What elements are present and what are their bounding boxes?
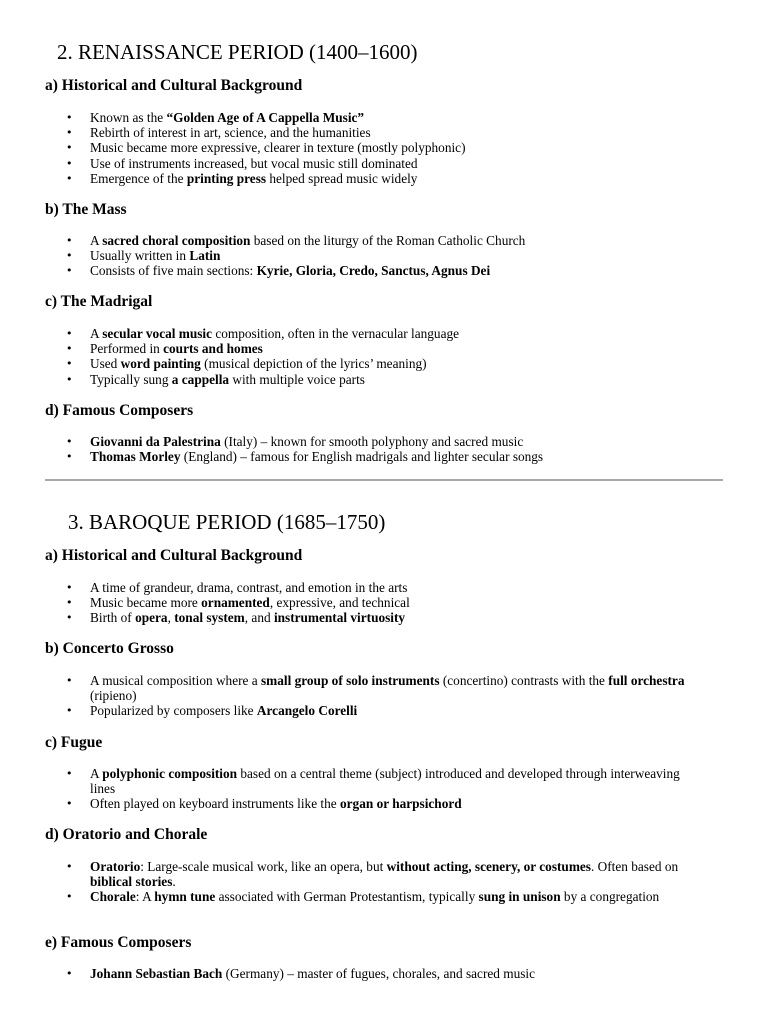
bold-text: sung in unison <box>478 889 561 905</box>
bold-text: sacred choral composition <box>102 233 251 248</box>
bold-text: Kyrie, Gloria, Credo, Sanctus, Agnus Dei <box>256 263 491 279</box>
bold-text: courts and homes <box>163 341 263 357</box>
text-run: Known as the <box>90 110 167 125</box>
text-run: composition, often in the vernacular language <box>212 326 460 341</box>
text-run: A <box>90 766 103 781</box>
baroque-background-list <box>0 580 768 626</box>
text-run: (Italy) – known for smooth polyphony and sacred music <box>220 434 524 449</box>
text-run: A <box>90 233 103 248</box>
baroque-oratorio-list <box>0 859 768 905</box>
baroque-concerto-list <box>0 673 768 719</box>
list-item <box>0 171 702 186</box>
text-run: : A <box>135 889 155 905</box>
bold-text: Thomas Morley <box>90 449 181 465</box>
text-run: Music became more expressive, clearer in texture (mostly polyphonic) <box>90 140 466 156</box>
text-run: : Large-scale musical work, like an opera, but <box>140 859 387 874</box>
renaissance-composers-heading: d) Famous Composers <box>45 402 194 419</box>
text-run: Popularized by composers like <box>90 703 257 719</box>
bold-text: a cappella <box>171 371 230 387</box>
bold-text: tonal system <box>174 610 245 626</box>
renaissance-madrigal-list <box>0 326 768 387</box>
text-run: Usually written in <box>90 248 190 264</box>
text-run: Birth of <box>90 610 136 626</box>
baroque-fugue-heading: c) Fugue <box>45 734 103 751</box>
list-item <box>0 966 702 981</box>
list-item <box>0 356 702 371</box>
list-item <box>0 796 702 811</box>
renaissance-background-heading: a) Historical and Cultural Background <box>45 77 303 94</box>
bold-text: printing press <box>186 170 267 186</box>
list-item <box>0 326 702 341</box>
bold-text: ornamented <box>201 595 270 611</box>
text-run: based on the liturgy of the Roman Catholic Church <box>250 233 526 248</box>
text-run: . Often based on <box>590 859 679 874</box>
bold-text: hymn tune <box>154 889 216 905</box>
text-run: (musical depiction of the lyrics’ meaning) <box>200 356 427 372</box>
baroque-background-heading: a) Historical and Cultural Background <box>45 547 303 564</box>
text-run: (ripieno) <box>90 688 137 704</box>
bold-text: Oratorio <box>90 859 141 874</box>
text-run: A time of grandeur, drama, contrast, and emotion in the arts <box>90 580 408 595</box>
bold-text: opera <box>135 610 168 626</box>
bold-text: organ or harpsichord <box>340 796 462 812</box>
list-item <box>0 248 702 263</box>
text-run: , <box>167 610 175 626</box>
text-run: Consists of five main sections: <box>90 263 257 279</box>
bold-text: biblical stories <box>90 874 173 890</box>
bold-text: Giovanni da Palestrina <box>90 434 221 449</box>
list-item <box>0 889 702 904</box>
text-run: helped spread music widely <box>266 170 418 186</box>
text-run: Rebirth of interest in art, science, and the humanities <box>90 125 371 141</box>
text-run: with multiple voice parts <box>229 371 365 387</box>
list-item <box>0 233 702 248</box>
bold-text: Arcangelo Corelli <box>256 703 358 719</box>
text-run: (concertino) contrasts with the <box>439 673 609 688</box>
list-item <box>0 449 702 464</box>
baroque-composers-list <box>0 966 768 981</box>
renaissance-mass-heading: b) The Mass <box>45 201 127 218</box>
renaissance-title: 2. RENAISSANCE PERIOD (1400–1600) <box>57 40 418 64</box>
list-item <box>0 673 702 703</box>
text-run: A musical composition where a <box>90 673 261 688</box>
baroque-composers-heading: e) Famous Composers <box>45 934 192 951</box>
list-item <box>0 110 702 125</box>
bold-text: full orchestra <box>608 673 685 688</box>
renaissance-madrigal-heading: c) The Madrigal <box>45 293 153 310</box>
bold-text: small group of solo instruments <box>260 673 440 688</box>
baroque-title: 3. BAROQUE PERIOD (1685–1750) <box>68 510 386 534</box>
list-item <box>0 140 702 155</box>
section-divider <box>45 479 723 481</box>
list-item <box>0 341 702 356</box>
text-run: Typically sung <box>90 371 172 387</box>
bold-text: “Golden Age of A Cappella Music” <box>166 110 365 125</box>
bold-text: Latin <box>189 248 221 264</box>
list-item <box>0 372 702 387</box>
list-item <box>0 156 702 171</box>
text-run: Emergence of the <box>90 170 187 186</box>
list-item <box>0 859 702 889</box>
text-run: . <box>172 874 176 890</box>
list-item <box>0 703 702 718</box>
baroque-oratorio-heading: d) Oratorio and Chorale <box>45 826 208 843</box>
list-item <box>0 595 702 610</box>
text-run: Often played on keyboard instruments like the <box>90 796 340 812</box>
bold-text: Chorale <box>90 889 136 905</box>
list-item <box>0 125 702 140</box>
text-run: by a congregation <box>560 889 660 905</box>
baroque-concerto-heading: b) Concerto Grosso <box>45 640 174 657</box>
list-item <box>0 434 702 449</box>
list-item <box>0 766 702 796</box>
renaissance-mass-list <box>0 233 768 279</box>
text-run: Performed in <box>90 341 164 357</box>
text-run: , expressive, and technical <box>269 595 410 611</box>
text-run: Used <box>90 356 121 372</box>
baroque-fugue-list <box>0 766 768 812</box>
text-run: based on a central theme (subject) introduced and developed through interweaving lines <box>90 766 680 797</box>
bold-text: without acting, scenery, or costumes <box>386 859 591 874</box>
text-run: Use of instruments increased, but vocal music still dominated <box>90 155 418 171</box>
text-run: associated with German Protestantism, typically <box>215 889 479 905</box>
bold-text: word painting <box>120 356 201 372</box>
bold-text: secular vocal music <box>102 326 213 341</box>
list-item <box>0 610 702 625</box>
list-item <box>0 263 702 278</box>
renaissance-background-list <box>0 110 768 186</box>
list-item <box>0 580 702 595</box>
text-run: (Germany) – master of fugues, chorales, and sacred music <box>222 966 536 981</box>
text-run: Music became more <box>90 595 202 611</box>
text-run: , and <box>244 610 274 626</box>
bold-text: Johann Sebastian Bach <box>90 966 223 981</box>
text-run: A <box>90 326 103 341</box>
text-run: (England) – famous for English madrigals and lighter secular songs <box>180 449 544 465</box>
renaissance-composers-list <box>0 434 768 464</box>
bold-text: polyphonic composition <box>102 766 238 781</box>
bold-text: instrumental virtuosity <box>273 610 406 626</box>
